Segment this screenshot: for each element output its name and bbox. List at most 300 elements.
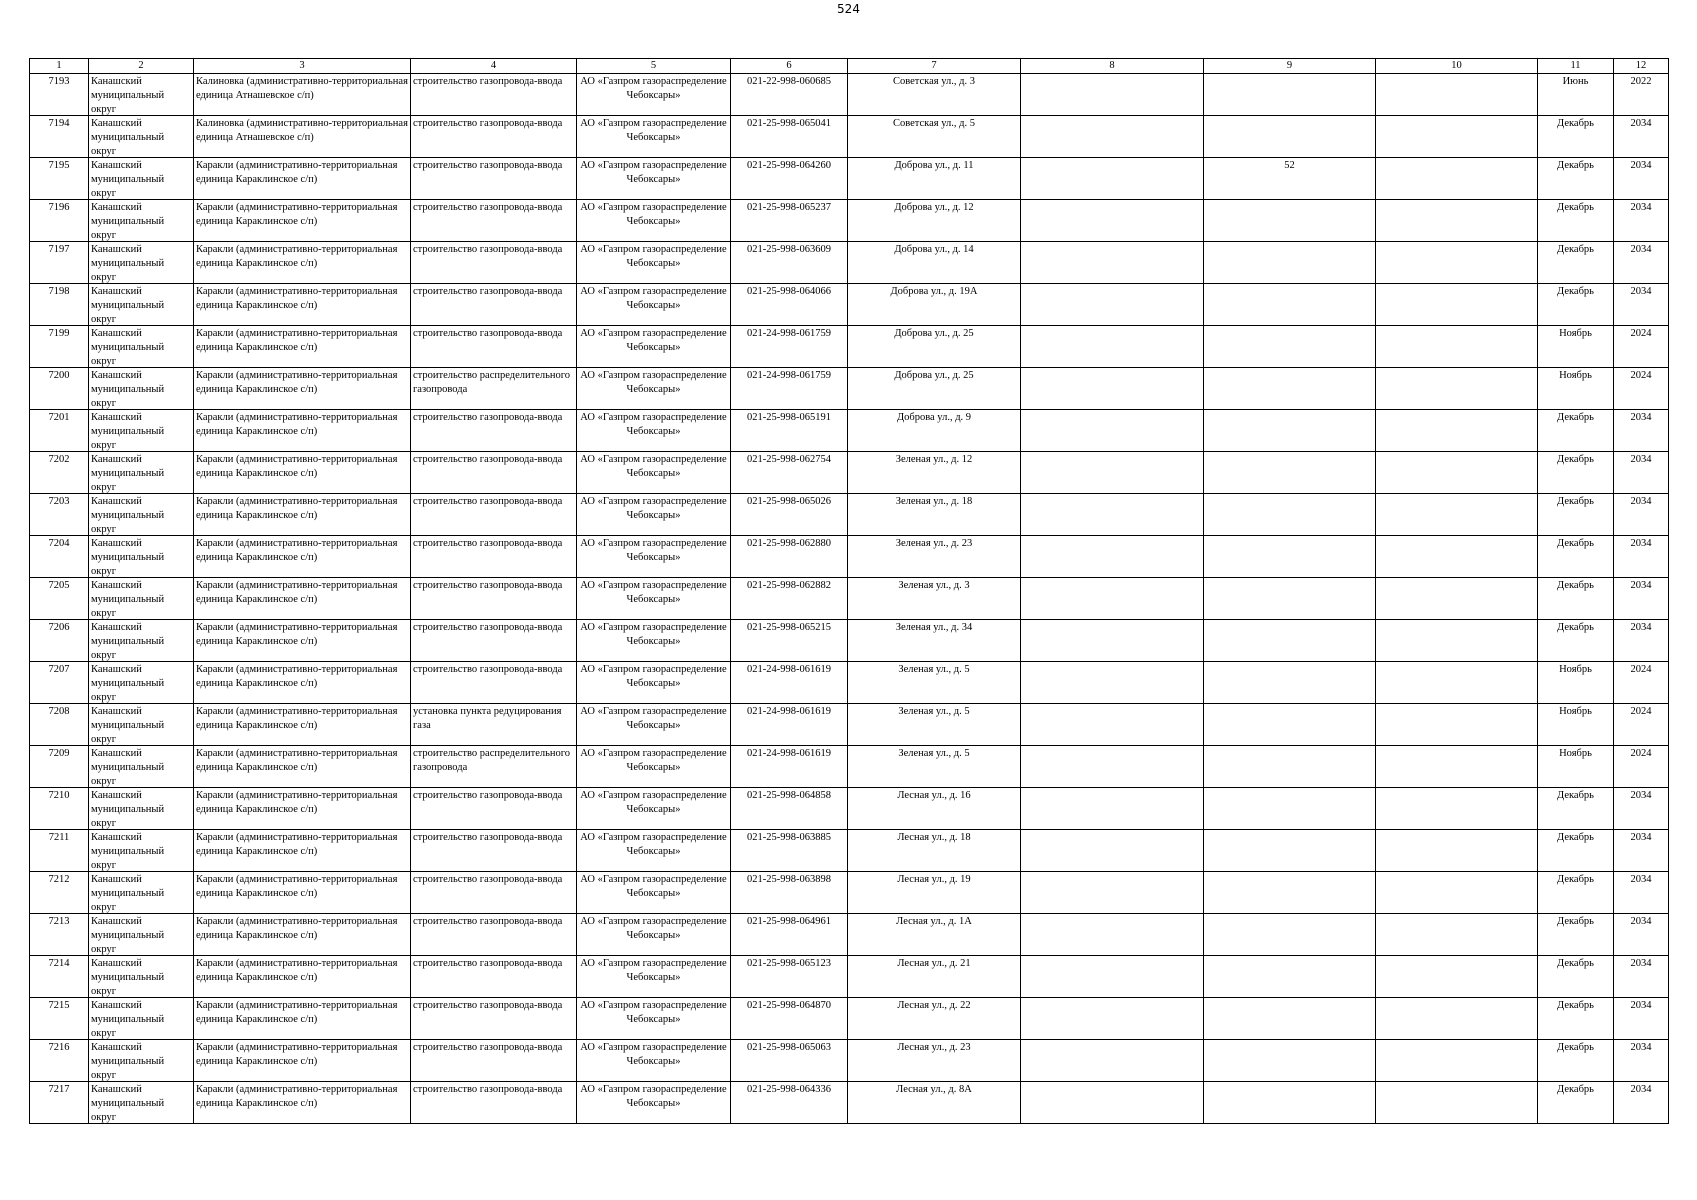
row-id-cell	[30, 158, 89, 200]
column-8-cell	[1021, 1082, 1204, 1124]
settlement-cell	[194, 242, 411, 284]
month-cell	[1538, 662, 1614, 704]
year-cell	[1614, 284, 1669, 326]
column-9-cell-text	[1206, 1083, 1373, 1123]
column-8-cell	[1021, 74, 1204, 116]
column-9-cell	[1204, 914, 1376, 956]
settlement-cell-text: Каракли (административно-территориальная единица Караклинское с/п)	[196, 412, 398, 437]
organization-cell	[577, 326, 731, 368]
column-10-cell-text	[1378, 75, 1535, 115]
address-cell-text: Лесная ул., д. 18	[897, 832, 971, 843]
settlement-cell-text: Каракли (административно-территориальная единица Караклинское с/п)	[196, 1084, 398, 1109]
district-cell-text: Канашский муниципальный округ	[91, 412, 165, 451]
column-8-cell-text	[1023, 1083, 1201, 1123]
work-type-cell-text: строительство газопровода-ввода	[413, 916, 563, 927]
row-id-cell	[30, 410, 89, 452]
year-cell-text: 2034	[1630, 412, 1652, 423]
month-cell-text: Декабрь	[1557, 244, 1594, 255]
organization-cell-text: АО «Газпром газораспределение Чебоксары»	[580, 496, 727, 521]
district-cell-text: Канашский муниципальный округ	[91, 874, 165, 913]
work-type-cell-text: строительство газопровода-ввода	[413, 1000, 563, 1011]
table-row	[30, 620, 1669, 662]
code-cell	[731, 998, 848, 1040]
column-10-cell-text	[1378, 1041, 1535, 1081]
code-cell-text: 021-24-998-061619	[747, 706, 831, 717]
column-10-cell-text	[1378, 537, 1535, 577]
settlement-cell	[194, 452, 411, 494]
column-9-cell	[1204, 620, 1376, 662]
address-cell	[848, 914, 1021, 956]
row-id-cell-text: 7214	[48, 958, 70, 969]
table-row	[30, 452, 1669, 494]
district-cell-text: Канашский муниципальный округ	[91, 118, 165, 157]
address-cell	[848, 284, 1021, 326]
month-cell	[1538, 620, 1614, 662]
row-id-cell	[30, 956, 89, 998]
work-type-cell-text: строительство газопровода-ввода	[413, 664, 563, 675]
organization-cell	[577, 620, 731, 662]
address-cell	[848, 578, 1021, 620]
settlement-cell	[194, 830, 411, 872]
organization-cell	[577, 662, 731, 704]
code-cell	[731, 1040, 848, 1082]
district-cell	[89, 704, 194, 746]
column-8-cell-text	[1023, 789, 1201, 829]
column-10-cell	[1376, 158, 1538, 200]
table-row	[30, 116, 1669, 158]
code-cell-text: 021-25-998-064260	[747, 160, 831, 171]
month-cell	[1538, 1082, 1614, 1124]
organization-cell-text: АО «Газпром газораспределение Чебоксары»	[580, 1042, 727, 1067]
work-type-cell-text: строительство газопровода-ввода	[413, 454, 563, 465]
column-9-cell	[1204, 116, 1376, 158]
column-8-cell	[1021, 788, 1204, 830]
row-id-cell-text: 7215	[48, 1000, 70, 1011]
settlement-cell-text: Калиновка (административно-территориальная единица Атнашевское с/п)	[196, 76, 408, 101]
district-cell-text: Канашский муниципальный округ	[91, 496, 165, 535]
column-9-cell-text	[1206, 411, 1373, 451]
code-cell	[731, 578, 848, 620]
column-8-cell-text	[1023, 705, 1201, 745]
column-8-cell	[1021, 200, 1204, 242]
district-cell-text: Канашский муниципальный округ	[91, 748, 165, 787]
row-id-cell-text: 7196	[48, 202, 70, 213]
organization-cell	[577, 410, 731, 452]
settlement-cell-text: Калиновка (административно-территориальная единица Атнашевское с/п)	[196, 118, 408, 143]
code-cell	[731, 914, 848, 956]
code-cell-text: 021-25-998-062880	[747, 538, 831, 549]
district-cell-text: Канашский муниципальный округ	[91, 244, 165, 283]
column-10-cell-text	[1378, 201, 1535, 241]
month-cell	[1538, 326, 1614, 368]
code-cell-text: 021-24-998-061759	[747, 328, 831, 339]
code-cell-text: 021-25-998-065063	[747, 1042, 831, 1053]
column-8-cell-text	[1023, 831, 1201, 871]
work-type-cell	[411, 914, 577, 956]
year-cell-text: 2034	[1630, 916, 1652, 927]
organization-cell-text: АО «Газпром газораспределение Чебоксары»	[580, 118, 727, 143]
code-cell	[731, 746, 848, 788]
column-9-cell	[1204, 1082, 1376, 1124]
column-8-cell-text	[1023, 579, 1201, 619]
column-8-cell-text	[1023, 285, 1201, 325]
column-10-cell	[1376, 830, 1538, 872]
address-cell	[848, 956, 1021, 998]
column-number: 10	[1376, 59, 1538, 74]
work-type-cell	[411, 452, 577, 494]
settlement-cell-text: Каракли (административно-территориальная единица Караклинское с/п)	[196, 748, 398, 773]
row-id-cell-text: 7205	[48, 580, 70, 591]
settlement-cell-text: Каракли (административно-территориальная единица Караклинское с/п)	[196, 370, 398, 395]
district-cell-text: Канашский муниципальный округ	[91, 1042, 165, 1081]
month-cell	[1538, 368, 1614, 410]
work-type-cell-text: установка пункта редуцирования газа	[413, 706, 562, 731]
row-id-cell-text: 7199	[48, 328, 70, 339]
settlement-cell	[194, 74, 411, 116]
code-cell-text: 021-25-998-065041	[747, 118, 831, 129]
column-10-cell-text	[1378, 789, 1535, 829]
code-cell-text: 021-25-998-062754	[747, 454, 831, 465]
district-cell-text: Канашский муниципальный округ	[91, 958, 165, 997]
code-cell-text: 021-25-998-064858	[747, 790, 831, 801]
address-cell-text: Лесная ул., д. 23	[897, 1042, 971, 1053]
code-cell-text: 021-25-998-064870	[747, 1000, 831, 1011]
settlement-cell	[194, 1082, 411, 1124]
column-8-cell	[1021, 284, 1204, 326]
district-cell	[89, 578, 194, 620]
district-cell	[89, 410, 194, 452]
code-cell-text: 021-25-998-064961	[747, 916, 831, 927]
settlement-cell	[194, 788, 411, 830]
work-type-cell	[411, 284, 577, 326]
address-cell	[848, 326, 1021, 368]
column-9-cell	[1204, 410, 1376, 452]
address-cell-text: Доброва ул., д. 11	[894, 160, 974, 171]
column-10-cell-text	[1378, 831, 1535, 871]
district-cell	[89, 662, 194, 704]
organization-cell-text: АО «Газпром газораспределение Чебоксары»	[580, 1000, 727, 1025]
column-8-cell	[1021, 956, 1204, 998]
settlement-cell	[194, 704, 411, 746]
work-type-cell	[411, 74, 577, 116]
column-9-cell-text	[1206, 915, 1373, 955]
column-9-cell-text	[1206, 327, 1373, 367]
code-cell-text: 021-25-998-065191	[747, 412, 831, 423]
address-cell	[848, 242, 1021, 284]
column-10-cell-text	[1378, 957, 1535, 997]
work-type-cell	[411, 368, 577, 410]
row-id-cell-text: 7194	[48, 118, 70, 129]
column-9-cell	[1204, 368, 1376, 410]
column-8-cell	[1021, 326, 1204, 368]
row-id-cell-text: 7203	[48, 496, 70, 507]
address-cell-text: Доброва ул., д. 19А	[890, 286, 978, 297]
settlement-cell-text: Каракли (административно-территориальная единица Караклинское с/п)	[196, 622, 398, 647]
organization-cell	[577, 284, 731, 326]
organization-cell	[577, 998, 731, 1040]
address-cell	[848, 116, 1021, 158]
column-9-cell-text	[1206, 495, 1373, 535]
year-cell	[1614, 578, 1669, 620]
year-cell	[1614, 536, 1669, 578]
column-9-cell-text	[1206, 285, 1373, 325]
column-8-cell-text	[1023, 201, 1201, 241]
row-id-cell-text: 7201	[48, 412, 70, 423]
year-cell-text: 2034	[1630, 160, 1652, 171]
district-cell-text: Канашский муниципальный округ	[91, 1000, 165, 1039]
address-cell	[848, 368, 1021, 410]
column-10-cell-text	[1378, 999, 1535, 1039]
settlement-cell-text: Каракли (административно-территориальная единица Караклинское с/п)	[196, 496, 398, 521]
district-cell	[89, 914, 194, 956]
code-cell	[731, 284, 848, 326]
column-8-cell-text	[1023, 495, 1201, 535]
settlement-cell-text: Каракли (административно-территориальная единица Караклинское с/п)	[196, 580, 398, 605]
column-8-cell-text	[1023, 1041, 1201, 1081]
address-cell-text: Советская ул., д. 5	[893, 118, 975, 129]
column-10-cell-text	[1378, 705, 1535, 745]
month-cell-text: Декабрь	[1557, 202, 1594, 213]
work-type-cell	[411, 872, 577, 914]
address-cell	[848, 620, 1021, 662]
code-cell	[731, 704, 848, 746]
organization-cell	[577, 74, 731, 116]
row-id-cell	[30, 578, 89, 620]
address-cell	[848, 998, 1021, 1040]
organization-cell	[577, 830, 731, 872]
work-type-cell	[411, 956, 577, 998]
code-cell-text: 021-24-998-061619	[747, 664, 831, 675]
column-number: 7	[848, 59, 1021, 74]
row-id-cell	[30, 662, 89, 704]
row-id-cell	[30, 872, 89, 914]
settlement-cell	[194, 914, 411, 956]
settlement-cell	[194, 1040, 411, 1082]
organization-cell	[577, 116, 731, 158]
column-8-cell-text	[1023, 75, 1201, 115]
column-8-cell	[1021, 914, 1204, 956]
organization-cell-text: АО «Газпром газораспределение Чебоксары»	[580, 454, 727, 479]
month-cell	[1538, 410, 1614, 452]
district-cell-text: Канашский муниципальный округ	[91, 832, 165, 871]
year-cell	[1614, 494, 1669, 536]
month-cell-text: Ноябрь	[1559, 706, 1592, 717]
column-number: 1	[30, 59, 89, 74]
table-body	[30, 74, 1669, 1124]
organization-cell	[577, 494, 731, 536]
month-cell-text: Декабрь	[1557, 286, 1594, 297]
column-9-cell	[1204, 284, 1376, 326]
column-9-cell	[1204, 704, 1376, 746]
organization-cell	[577, 200, 731, 242]
column-9-cell	[1204, 74, 1376, 116]
column-8-cell	[1021, 116, 1204, 158]
row-id-cell-text: 7193	[48, 76, 70, 87]
row-id-cell-text: 7202	[48, 454, 70, 465]
column-10-cell	[1376, 536, 1538, 578]
work-type-cell-text: строительство газопровода-ввода	[413, 202, 563, 213]
column-10-cell-text	[1378, 453, 1535, 493]
column-10-cell	[1376, 452, 1538, 494]
work-type-cell	[411, 158, 577, 200]
district-cell	[89, 494, 194, 536]
organization-cell	[577, 746, 731, 788]
organization-cell-text: АО «Газпром газораспределение Чебоксары»	[580, 286, 727, 311]
table-row	[30, 494, 1669, 536]
organization-cell	[577, 1082, 731, 1124]
year-cell-text: 2024	[1630, 748, 1652, 759]
district-cell-text: Канашский муниципальный округ	[91, 538, 165, 577]
code-cell	[731, 200, 848, 242]
column-9-cell	[1204, 998, 1376, 1040]
organization-cell-text: АО «Газпром газораспределение Чебоксары»	[580, 958, 727, 983]
column-10-cell	[1376, 326, 1538, 368]
row-id-cell-text: 7198	[48, 286, 70, 297]
month-cell-text: Декабрь	[1557, 160, 1594, 171]
work-type-cell	[411, 494, 577, 536]
table-row	[30, 536, 1669, 578]
organization-cell-text: АО «Газпром газораспределение Чебоксары»	[580, 748, 727, 773]
column-10-cell-text	[1378, 747, 1535, 787]
work-type-cell	[411, 1040, 577, 1082]
district-cell	[89, 452, 194, 494]
address-cell	[848, 158, 1021, 200]
table-row	[30, 158, 1669, 200]
column-10-cell	[1376, 494, 1538, 536]
code-cell	[731, 158, 848, 200]
organization-cell-text: АО «Газпром газораспределение Чебоксары»	[580, 202, 727, 227]
work-type-cell-text: строительство газопровода-ввода	[413, 874, 563, 885]
column-8-cell	[1021, 158, 1204, 200]
organization-cell	[577, 242, 731, 284]
settlement-cell-text: Каракли (административно-территориальная единица Караклинское с/п)	[196, 1000, 398, 1025]
column-8-cell	[1021, 620, 1204, 662]
row-id-cell-text: 7213	[48, 916, 70, 927]
district-cell	[89, 1040, 194, 1082]
row-id-cell-text: 7209	[48, 748, 70, 759]
month-cell-text: Декабрь	[1557, 496, 1594, 507]
settlement-cell-text: Каракли (административно-территориальная единица Караклинское с/п)	[196, 832, 398, 857]
row-id-cell	[30, 1082, 89, 1124]
column-9-cell-text	[1206, 201, 1373, 241]
work-type-cell	[411, 662, 577, 704]
work-type-cell	[411, 704, 577, 746]
district-cell	[89, 1082, 194, 1124]
year-cell-text: 2034	[1630, 538, 1652, 549]
column-9-cell-text	[1206, 957, 1373, 997]
code-cell-text: 021-25-998-065215	[747, 622, 831, 633]
settlement-cell	[194, 578, 411, 620]
work-type-cell-text: строительство газопровода-ввода	[413, 160, 563, 171]
year-cell-text: 2024	[1630, 328, 1652, 339]
organization-cell	[577, 914, 731, 956]
column-number: 5	[577, 59, 731, 74]
organization-cell	[577, 578, 731, 620]
year-cell	[1614, 998, 1669, 1040]
year-cell-text: 2024	[1630, 664, 1652, 675]
work-type-cell-text: строительство газопровода-ввода	[413, 622, 563, 633]
year-cell-text: 2024	[1630, 706, 1652, 717]
year-cell-text: 2034	[1630, 244, 1652, 255]
organization-cell	[577, 704, 731, 746]
column-8-cell-text	[1023, 369, 1201, 409]
year-cell	[1614, 1082, 1669, 1124]
column-9-cell-text	[1206, 663, 1373, 703]
organization-cell-text: АО «Газпром газораспределение Чебоксары»	[580, 580, 727, 605]
organization-cell-text: АО «Газпром газораспределение Чебоксары»	[580, 1084, 727, 1109]
code-cell	[731, 830, 848, 872]
code-cell	[731, 242, 848, 284]
row-id-cell	[30, 536, 89, 578]
address-cell-text: Доброва ул., д. 12	[894, 202, 974, 213]
column-8-cell	[1021, 578, 1204, 620]
table-header	[30, 59, 1669, 74]
column-10-cell-text	[1378, 285, 1535, 325]
code-cell	[731, 74, 848, 116]
month-cell	[1538, 788, 1614, 830]
row-id-cell-text: 7206	[48, 622, 70, 633]
column-10-cell	[1376, 620, 1538, 662]
code-cell-text: 021-25-998-065237	[747, 202, 831, 213]
register-table	[29, 58, 1669, 1124]
month-cell-text: Ноябрь	[1559, 370, 1592, 381]
column-9-cell-text	[1206, 873, 1373, 913]
district-cell-text: Канашский муниципальный округ	[91, 664, 165, 703]
column-8-cell-text	[1023, 243, 1201, 283]
column-9-cell	[1204, 578, 1376, 620]
row-id-cell	[30, 200, 89, 242]
month-cell-text: Декабрь	[1557, 832, 1594, 843]
district-cell	[89, 158, 194, 200]
column-9-cell	[1204, 242, 1376, 284]
month-cell	[1538, 536, 1614, 578]
column-8-cell-text	[1023, 453, 1201, 493]
page-number: 524	[837, 2, 860, 16]
district-cell-text: Канашский муниципальный округ	[91, 160, 165, 199]
code-cell	[731, 116, 848, 158]
settlement-cell	[194, 494, 411, 536]
address-cell	[848, 200, 1021, 242]
work-type-cell	[411, 746, 577, 788]
column-number: 3	[194, 59, 411, 74]
column-9-cell	[1204, 494, 1376, 536]
column-10-cell	[1376, 914, 1538, 956]
column-9-cell-text	[1206, 831, 1373, 871]
month-cell-text: Декабрь	[1557, 118, 1594, 129]
address-cell-text: Доброва ул., д. 25	[894, 328, 974, 339]
code-cell-text: 021-24-998-061619	[747, 748, 831, 759]
year-cell	[1614, 704, 1669, 746]
column-8-cell-text	[1023, 999, 1201, 1039]
column-10-cell	[1376, 704, 1538, 746]
column-10-cell-text	[1378, 369, 1535, 409]
column-number: 12	[1614, 59, 1669, 74]
settlement-cell	[194, 326, 411, 368]
district-cell-text: Канашский муниципальный округ	[91, 370, 165, 409]
code-cell-text: 021-24-998-061759	[747, 370, 831, 381]
year-cell-text: 2034	[1630, 496, 1652, 507]
column-10-cell-text	[1378, 411, 1535, 451]
year-cell-text: 2034	[1630, 1084, 1652, 1095]
address-cell-text: Лесная ул., д. 1А	[896, 916, 972, 927]
column-8-cell	[1021, 1040, 1204, 1082]
address-cell	[848, 410, 1021, 452]
row-id-cell	[30, 74, 89, 116]
year-cell-text: 2034	[1630, 454, 1652, 465]
row-id-cell-text: 7211	[48, 832, 70, 843]
column-number: 6	[731, 59, 848, 74]
column-10-cell-text	[1378, 579, 1535, 619]
